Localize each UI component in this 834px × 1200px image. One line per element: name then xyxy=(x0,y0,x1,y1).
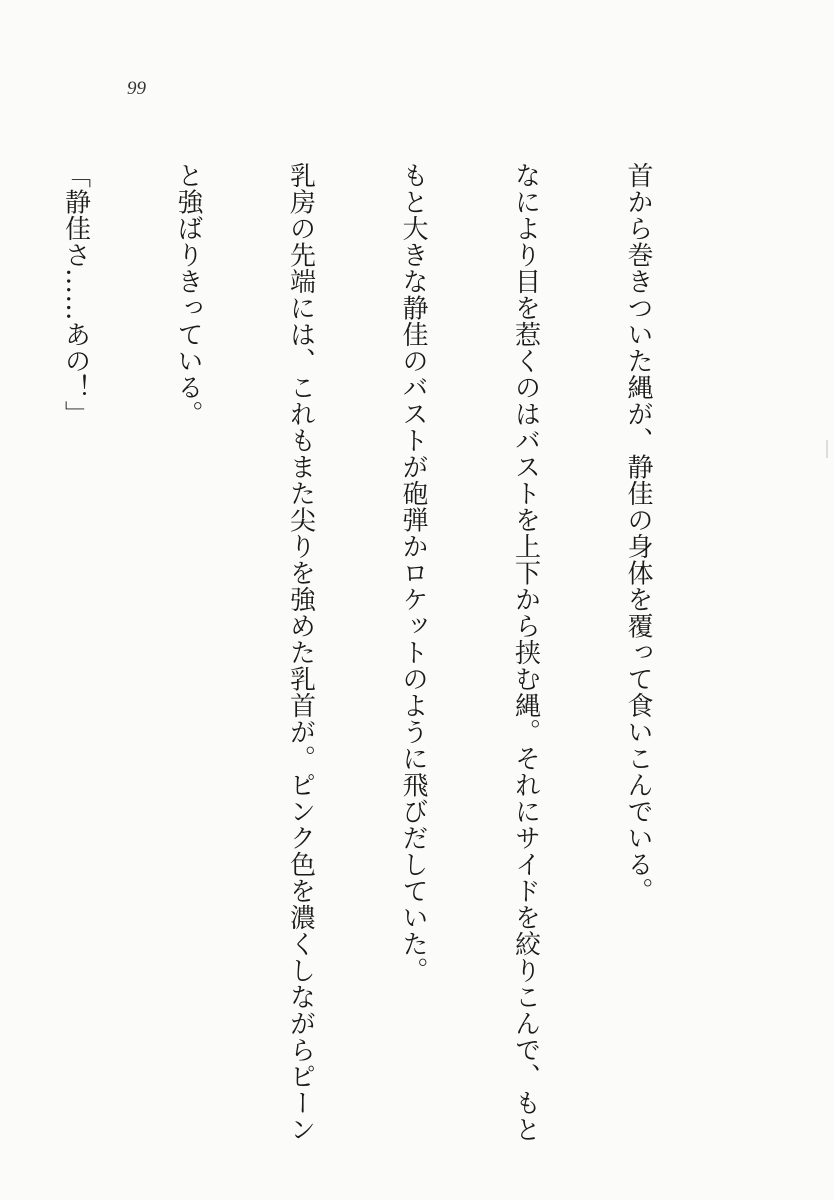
text-line: 首から巻きついた縄が、静佳の身体を覆って食いこんでいる。 xyxy=(623,162,653,904)
page-number: 99 xyxy=(127,78,146,99)
text-line: 「静佳さ……あの！」 xyxy=(60,162,91,427)
text-line: と強ばりきっている。 xyxy=(173,162,203,427)
body-text xyxy=(0,162,731,1172)
text-line: もと大きな静佳のバストが砲弾かロケットのように飛びだしていた。 xyxy=(398,162,428,984)
text-line: 乳房の先端には、これもまた尖りを強めた乳首が。ピンク色を濃くしながらピーン xyxy=(285,162,316,1143)
scan-mark xyxy=(826,440,828,458)
text-line: なにより目を惹くのはバストを上下から挟む縄。それにサイドを絞りこんで、もと xyxy=(510,162,541,1143)
